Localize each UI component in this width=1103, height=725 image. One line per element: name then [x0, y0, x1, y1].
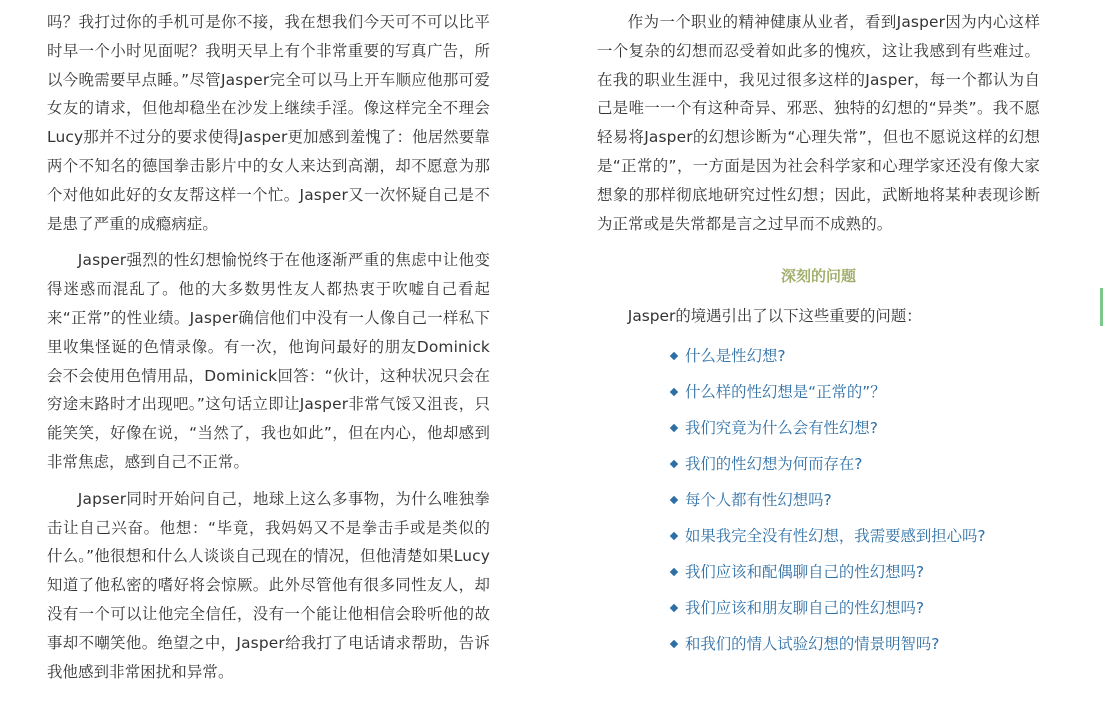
left-column: [47, 8, 490, 694]
diamond-bullet-icon: [670, 640, 678, 648]
question-link[interactable]: [669, 490, 1040, 526]
question-link[interactable]: [669, 634, 1040, 670]
question-text[interactable]: 和我们的情人试验幻想的情景明智吗?: [685, 635, 940, 654]
diamond-bullet-icon: [670, 352, 678, 360]
question-text[interactable]: 我们应该和配偶聊自己的性幻想吗?: [685, 563, 925, 582]
question-text[interactable]: 每个人都有性幻想吗?: [685, 491, 832, 510]
questions-intro: Jasper的境遇引出了以下这些重要的问题：: [627, 307, 922, 326]
diamond-bullet-icon: [670, 496, 678, 504]
paragraph-continued: 吗？我打过你的手机可是你不接，我在想我们今天可不可以比平时早一个小时见面呢？我明天早上有个非常重要的写真广告，所以今晚需要早点睡。”尽管Jasper完全可以马上开车顺应他那可爱女友的请求，但他却稳坐在沙发上继续手淫。像这样完全不理会Lucy那并不过分的要求使得Jasper更加感到羞愧了：他居然要靠两个不知名的德国拳击影片中的女人来达到高潮，却不愿意为那个对他如此好的女友帮这样一个忙。Jasper又一次怀疑自己是不是患了严重的成瘾病症。: [47, 13, 490, 233]
diamond-bullet-icon: [670, 424, 678, 432]
question-text[interactable]: 我们究竟为什么会有性幻想?: [685, 419, 878, 438]
question-link[interactable]: [669, 382, 1040, 418]
question-link[interactable]: [669, 454, 1040, 490]
question-link[interactable]: [669, 346, 1040, 382]
question-text[interactable]: 什么样的性幻想是“正常的”？: [685, 383, 886, 402]
question-text[interactable]: 我们的性幻想为何而存在?: [685, 455, 863, 474]
diamond-bullet-icon: [670, 568, 678, 576]
question-link[interactable]: [669, 598, 1040, 634]
diamond-bullet-icon: [670, 604, 678, 612]
paragraph: 作为一个职业的精神健康从业者，看到Jasper因为内心这样一个复杂的幻想而忍受着如此多的愧疚，这让我感到有些难过。在我的职业生涯中，我见过很多这样的Jasper，每一个都认为自己是唯一一个有这种奇异、邪恶、独特的幻想的“异类”。我不愿轻易将Jasper的幻想诊断为“心理失常”，但也不愿说这样的幻想是“正常的”，一方面是因为社会科学家和心理学家还没有像大家想象的那样彻底地研究过性幻想；因此，武断地将某种表现诊断为正常或是失常都是言之过早而不成熟的。: [597, 13, 1040, 233]
question-list: [597, 346, 1040, 670]
question-link[interactable]: [669, 526, 1040, 562]
diamond-bullet-icon: [670, 532, 678, 540]
diamond-bullet-icon: [670, 388, 678, 396]
question-text[interactable]: 什么是性幻想?: [685, 347, 786, 366]
paragraph: Japser同时开始问自己，地球上这么多事物，为什么唯独拳击让自己兴奋。他想：“毕竟，我妈妈又不是拳击手或是类似的什么。”他很想和什么人谈谈自己现在的情况，但他清楚如果Lucy知道了他私密的嗜好将会惊厥。此外尽管他有很多同性友人，却没有一个可以让他完全信任，没有一个能让他相信会聆听他的故事却不嘲笑他。绝望之中，Jasper给我打了电话请求帮助，告诉我他感到非常困扰和异常。: [47, 489, 490, 681]
question-link[interactable]: [669, 418, 1040, 454]
question-text[interactable]: 我们应该和朋友聊自己的性幻想吗?: [685, 599, 925, 618]
right-column: [597, 8, 1040, 670]
question-link[interactable]: [669, 562, 1040, 598]
question-text[interactable]: 如果我完全没有性幻想，我需要感到担心吗?: [685, 527, 986, 546]
section-title: 深刻的问题: [780, 267, 856, 286]
diamond-bullet-icon: [670, 460, 678, 468]
paragraph: Jasper强烈的性幻想愉悦终于在他逐渐严重的焦虑中让他变得迷惑而混乱了。他的大多数男性友人都热衷于吹嘘自己看起来“正常”的性业绩。Jasper确信他们中没有一人像自己一样私下里收集怪诞的色情录像。有一次，他询问最好的朋友Dominick会不会使用色情用品，Dominick回答：“伙计，这种状况只会在穷途末路时才出现吧。”这句话立即让Jasper非常气馁又沮丧，只能笑笑，好像在说，“当然了，我也如此”，但在内心，他却感到非常焦虑，感到自己不正常。: [47, 251, 490, 471]
